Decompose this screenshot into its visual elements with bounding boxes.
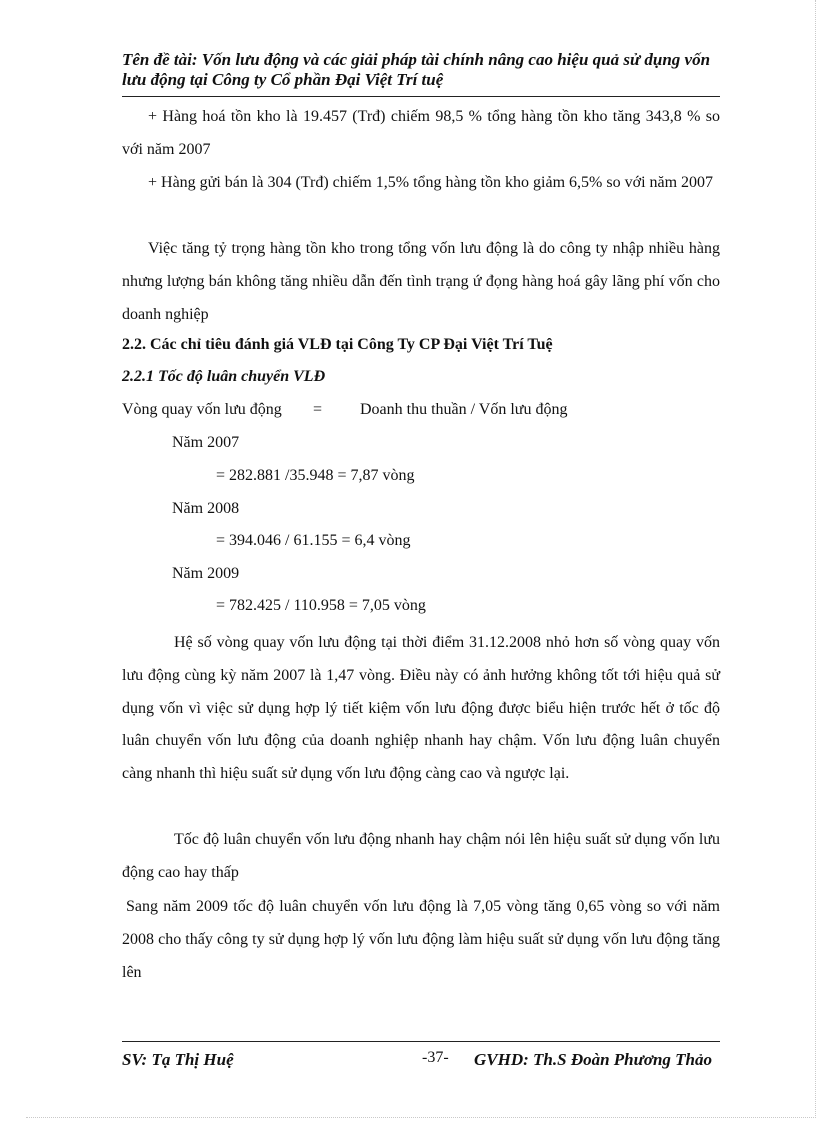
paragraph-2009-turnover: Sang năm 2009 tốc độ luân chuyển vốn lưu động là 7,05 vòng tăng 0,65 vòng so với năm 2008 cho thấy công ty sử dụng hợp lý vốn lưu động làm hiệu suất sử dụng vốn lưu động tăng lên: [122, 898, 720, 981]
paragraph-inventory-increase: Việc tăng tỷ trọng hàng tồn kho trong tổng vốn lưu động là do công ty nhập nhiều hàng nhưng lượng bán không tăng nhiều dẫn đến tình trạng ứ đọng hàng hoá gây lãng phí vốn cho doanh nghiệp: [122, 240, 720, 323]
page-header-title: Tên đề tài: Vốn lưu động và các giải pháp tài chính nâng cao hiệu quả sử dụng vốn lưu động tại Công ty Cổ phần Đại Việt Trí tuệ: [122, 50, 711, 89]
footer-divider: [122, 1041, 720, 1042]
year-calc-2009: = 782.425 / 110.958 = 7,05 vòng: [216, 597, 426, 614]
footer-advisor: GVHD: Th.S Đoàn Phương Thảo: [474, 1050, 712, 1069]
footer-page-number: -37-: [422, 1049, 449, 1066]
page-border-bottom: [26, 1117, 816, 1118]
paragraph-inventory-goods: + Hàng hoá tồn kho là 19.457 (Trđ) chiếm 98,5 % tổng hàng tồn kho tăng 343,8 % so với năm 2007: [122, 108, 720, 158]
formula-label: Vòng quay vốn lưu động: [122, 401, 282, 418]
year-label-2008: Năm 2008: [172, 500, 240, 517]
formula-expression: Doanh thu thuần / Vốn lưu động: [360, 401, 568, 418]
header-divider: [122, 96, 720, 97]
paragraph-turnover-analysis: Hệ số vòng quay vốn lưu động tại thời điểm 31.12.2008 nhỏ hơn số vòng quay vốn lưu động cùng kỳ năm 2007 là 1,47 vòng. Điều này có ảnh hưởng không tốt tới hiệu quả sử dụng vốn vì việc sử dụng hợp lý tiết kiệm vốn lưu động được biểu hiện trước hết ở tốc độ luân chuyển vốn lưu động của doanh nghiệp nhanh hay chậm. Vốn lưu động luân chuyển càng nhanh thì hiệu suất sử dụng vốn lưu động càng cao và ngược lại.: [122, 634, 720, 783]
subsection-heading: 2.2.1 Tốc độ luân chuyển VLĐ: [122, 368, 326, 385]
footer-student: SV: Tạ Thị Huệ: [122, 1050, 234, 1069]
paragraph-consigned-goods: + Hàng gửi bán là 304 (Trđ) chiếm 1,5% tổng hàng tồn kho giảm 6,5% so với năm 2007: [148, 174, 714, 191]
year-label-2009: Năm 2009: [172, 565, 240, 582]
year-calc-2007: = 282.881 /35.948 = 7,87 vòng: [216, 467, 415, 484]
year-label-2007: Năm 2007: [172, 434, 240, 451]
formula-equals: =: [313, 401, 323, 418]
year-calc-2008: = 394.046 / 61.155 = 6,4 vòng: [216, 532, 411, 549]
paragraph-turnover-speed: Tốc độ luân chuyển vốn lưu động nhanh hay chậm nói lên hiệu suất sử dụng vốn lưu động cao hay thấp: [122, 831, 720, 881]
section-heading: 2.2. Các chỉ tiêu đánh giá VLĐ tại Công Ty CP Đại Việt Trí Tuệ: [122, 336, 553, 353]
